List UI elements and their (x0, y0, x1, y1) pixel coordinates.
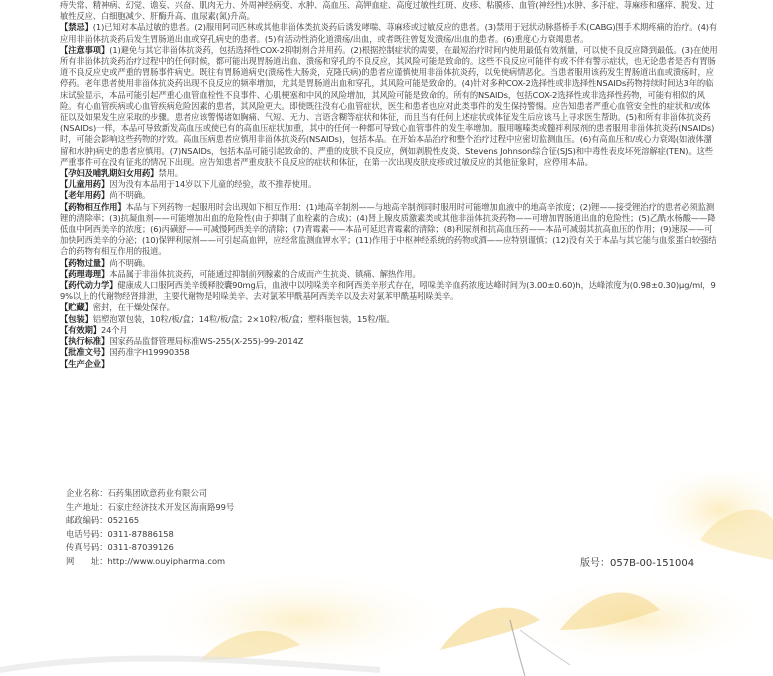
fax-row (66, 541, 486, 555)
pediatric-use: 【儿童用药】因为没有本品用于14岁以下儿童的经验，故不推荐使用。 (60, 179, 317, 190)
adverse-reaction-tail: 痔失常、精神病、幻觉、谵妄、兴奋、肌肉无力、外周神经病变、水肿、高血压、高钾血症、高度过敏性红斑、皮疹、粘膜疹、血管(神经性)水肿、多汗症、荨麻疹和瘙痒、脱发、过敏性反应、白细胞减少、肝酶升高、血尿素(氮)升高。 (60, 0, 714, 22)
manufacturer-info (66, 487, 486, 569)
postal-code-row (66, 514, 486, 528)
postal-code-value: 052165 (107, 515, 140, 526)
version-number: 版号：057B-00-151004 (580, 558, 695, 569)
geriatric-use: 【老年用药】尚不明确。 (60, 190, 151, 201)
company-name-value: 石药集团欧意药业有限公司 (107, 488, 208, 498)
postal-code-key: 邮政编码： (66, 515, 108, 526)
company-address-key: 生产地址： (66, 501, 108, 512)
pregnancy-use: 【孕妇及哺乳期妇女用药】禁用。 (60, 168, 183, 179)
website-key: 网 址： (66, 555, 108, 566)
precautions: 【注意事项】(1)避免与其它非甾体抗炎药，包括选择性COX-2抑制剂合并用药。(2)根据控制症状的需要，在最短治疗时间内使用最低有效剂量，可以使不良反应降到最低。(3)在使用所有非甾体抗炎药治疗过程中的任何时候，都可能出现胃肠道出血、溃疡和穿孔的不良反应，其风险可能是致命的。这些不良反应可能伴有或不伴有警示症状，也无论患者是否有胃肠道不良反应史或严重的胃肠事件病史。既往有胃肠道病史(溃疡性大肠炎，克隆氏病)的患者应谨慎使用非甾体抗炎药，以免使病情恶化。当患者服用该药发生胃肠道出血或溃疡时，应停药。老年患者使用非甾体抗炎药出现不良反应的频率增加，尤其是胃肠道出血和穿孔，其风险可能是致命的。(4)针对多种COX-2选择性或非选择性NSAIDs药物持续时间达3年的临床试验显示，本品可能引起严重心血管血栓性不良事件、心肌梗塞和中风的风险增加，其风险可能是致命的。所有的NSAIDs，包括COX-2选择性或非选择性药物，可能有相似的风险。有心血管疾病或心血管疾病危险因素的患者，其风险更大。即使既往没有心血管症状，医生和患者也应对此类事件的发生保持警惕。应告知患者严重心血管安全性的症状和/或体征以及如果发生应采取的步骤。患者应该警惕诸如胸痛、气短、无力、言语含糊等症状和体征，而且当有任何上述症状或体征发生后应该马上寻求医生帮助。(5)和所有非甾体抗炎药(NSAIDs)一样，本品可导致新发高血压或使已有的高血压症状加重，其中的任何一种都可导致心血管事件的发生率增加。服用噻嗪类或髓袢利尿剂的患者服用非甾体抗炎药(NSAIDs)时，可能会影响这些药物的疗效。高血压病患者应慎用非甾体抗炎药(NSAIDs)，包括本品。在开始本品治疗和整个治疗过程中应密切监测血压。(6)有高血压和/或心力衰竭(如液体潴留和水肿)病史的患者应慎用。(7)NSAIDs，包括本品可能引起致命的、严重的皮肤不良反应，例如剥脱性皮炎、Stevens Johnson综合征(SJS)和中毒性表皮坏死溶解症(TEN)。这些严重事件可在没有征兆的情况下出现。应告知患者严重皮肤不良反应的症状和体征，在第一次出现皮肤皮疹或过敏反应的其他征象时，应停用本品。 (60, 44, 718, 167)
website-value: http://www.ouyipharma.com (107, 555, 226, 566)
standard: 【执行标准】国家药品监督管理局标准WS-255(X-255)-99-2014Z (60, 336, 304, 347)
packaging: 【包装】铝塑泡罩包装，10粒/板/盒；14粒/板/盒；2×10粒/板/盒；塑料瓶包装，15粒/瓶。 (60, 313, 395, 324)
drug-interactions: 【药物相互作用】本品与下列药物一起服用时会出现如下相互作用：(1)地高辛制剂——与地高辛制剂同时服用时可能增加血液中的地高辛浓度；(2)锂——接受锂治疗的患者必须监测锂的清除率；(3)抗凝血剂——可能增加出血的危险性(由于抑制了血栓素的合成)；(4)肾上腺皮质激素类或其他非甾体抗炎药物——可增加胃肠道出血的危险性；(5)乙酰水杨酸——降低血中阿西美辛的浓度；(6)丙磺舒——可减慢阿西美辛的清除；(7)青霉素——本品可延迟青霉素的清除；(8)利尿剂和抗高血压药——本品可减弱其抗高血压的作用；(9)速尿——可加快阿西美辛的分泌；(10)保钾利尿剂——可引起高血钾，应经常监测血钾水平；(11)作用于中枢神经系统的药物或酒——应特别谨慎；(12)没有关于本品与其它能与血浆蛋白较强结合的药物有相互作用的报道。 (60, 201, 717, 257)
fax-key: 传真号码： (66, 542, 108, 553)
contraindications: 【禁忌】(1)已知对本品过敏的患者。(2)服用阿司匹林或其他非甾体类抗炎药后诱发哮喘、荨麻疹或过敏反应的患者。(3)禁用于冠状动脉搭桥手术(CABG)围手术期疼痛的治疗。(4)有应用非甾体抗炎药后发生胃肠道出血或穿孔病史的患者。(5)有活动性消化道溃疡/出血，或者既往曾复发溃疡/出血的患者。(6)重度心力衰竭患者。 (60, 22, 718, 44)
fax-value: 0311-87039126 (107, 542, 174, 553)
shelf-life: 【有效期】24个月 (60, 324, 128, 335)
leaflet-text (60, 0, 718, 370)
website-row (66, 555, 486, 569)
pharmacokinetics: 【药代动力学】健康成人口服阿西美辛缓释胶囊90mg后，血液中以吲哚美辛和阿西美辛形式存在，吲哚美辛血药浓度达峰时间为(3.00±0.60)h，达峰浓度为(0.98±0.30)μg/ml，99%以上的代谢物经肾排泄，主要代谢物是吲哚美辛、去对氯苯甲酰基阿西美辛以及去对氯苯甲酰基吲哚美辛。 (60, 280, 716, 302)
phone-row (66, 528, 486, 542)
company-name-key: 企业名称： (66, 488, 108, 498)
phone-key: 电话号码： (66, 528, 108, 539)
company-name-row (66, 487, 486, 501)
overdose: 【药物过量】尚不明确。 (60, 257, 151, 268)
pharmacology: 【药理毒理】本品属于非甾体抗炎药，可能通过抑制前列腺素的合成而产生抗炎、镇痛、解热作用。 (60, 268, 421, 279)
company-address-row (66, 501, 486, 515)
company-address-value: 石家庄经济技术开发区海南路99号 (107, 501, 235, 512)
manufacturer-heading: 【生产企业】 (60, 358, 110, 369)
approval-number: 【批准文号】国药准字H19990358 (60, 347, 190, 358)
phone-value: 0311-87886158 (107, 528, 174, 539)
storage: 【贮藏】密封，在干燥处保存。 (60, 302, 175, 313)
